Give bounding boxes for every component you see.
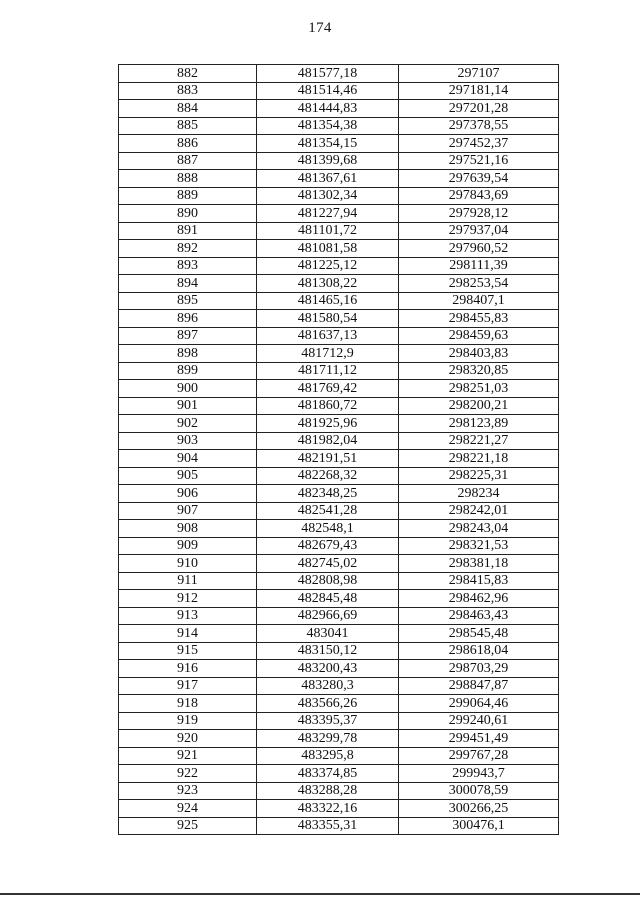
table-row <box>119 590 559 608</box>
table-row <box>119 572 559 590</box>
y-coordinate-cell: 298221,18 <box>399 450 559 468</box>
y-coordinate-cell: 298403,83 <box>399 345 559 363</box>
point-number-cell: 894 <box>119 275 257 293</box>
x-coordinate-cell: 481465,16 <box>257 292 399 310</box>
table-row <box>119 117 559 135</box>
x-coordinate-cell: 481354,15 <box>257 135 399 153</box>
table-row <box>119 310 559 328</box>
x-coordinate-cell: 482541,28 <box>257 502 399 520</box>
y-coordinate-cell: 297937,04 <box>399 222 559 240</box>
table-row <box>119 520 559 538</box>
point-number-cell: 914 <box>119 625 257 643</box>
point-number-cell: 890 <box>119 205 257 223</box>
table-row <box>119 765 559 783</box>
x-coordinate-cell: 481514,46 <box>257 82 399 100</box>
point-number-cell: 902 <box>119 415 257 433</box>
point-number-cell: 908 <box>119 520 257 538</box>
x-coordinate-cell: 483322,16 <box>257 800 399 818</box>
y-coordinate-cell: 298251,03 <box>399 380 559 398</box>
x-coordinate-cell: 481444,83 <box>257 100 399 118</box>
table-row <box>119 695 559 713</box>
point-number-cell: 913 <box>119 607 257 625</box>
table-row <box>119 537 559 555</box>
x-coordinate-cell: 481399,68 <box>257 152 399 170</box>
table-row <box>119 730 559 748</box>
x-coordinate-cell: 483299,78 <box>257 730 399 748</box>
table-row <box>119 187 559 205</box>
point-number-cell: 919 <box>119 712 257 730</box>
x-coordinate-cell: 482745,02 <box>257 555 399 573</box>
table-row <box>119 240 559 258</box>
x-coordinate-cell: 481227,94 <box>257 205 399 223</box>
y-coordinate-cell: 297521,16 <box>399 152 559 170</box>
table-row <box>119 170 559 188</box>
x-coordinate-cell: 483041 <box>257 625 399 643</box>
y-coordinate-cell: 298847,87 <box>399 677 559 695</box>
y-coordinate-cell: 298221,27 <box>399 432 559 450</box>
x-coordinate-cell: 483295,8 <box>257 747 399 765</box>
coordinates-table <box>118 64 559 835</box>
table-row <box>119 432 559 450</box>
x-coordinate-cell: 481302,34 <box>257 187 399 205</box>
table-row <box>119 555 559 573</box>
point-number-cell: 923 <box>119 782 257 800</box>
point-number-cell: 892 <box>119 240 257 258</box>
table-row <box>119 642 559 660</box>
table-row <box>119 397 559 415</box>
x-coordinate-cell: 483374,85 <box>257 765 399 783</box>
x-coordinate-cell: 482845,48 <box>257 590 399 608</box>
y-coordinate-cell: 298321,53 <box>399 537 559 555</box>
x-coordinate-cell: 481308,22 <box>257 275 399 293</box>
table-row <box>119 275 559 293</box>
table-row <box>119 607 559 625</box>
table-row <box>119 135 559 153</box>
point-number-cell: 885 <box>119 117 257 135</box>
y-coordinate-cell: 298253,54 <box>399 275 559 293</box>
point-number-cell: 911 <box>119 572 257 590</box>
x-coordinate-cell: 483355,31 <box>257 817 399 835</box>
y-coordinate-cell: 299064,46 <box>399 695 559 713</box>
point-number-cell: 883 <box>119 82 257 100</box>
y-coordinate-cell: 298320,85 <box>399 362 559 380</box>
point-number-cell: 925 <box>119 817 257 835</box>
y-coordinate-cell: 297843,69 <box>399 187 559 205</box>
x-coordinate-cell: 481982,04 <box>257 432 399 450</box>
point-number-cell: 891 <box>119 222 257 240</box>
table-row <box>119 345 559 363</box>
y-coordinate-cell: 299240,61 <box>399 712 559 730</box>
point-number-cell: 922 <box>119 765 257 783</box>
point-number-cell: 905 <box>119 467 257 485</box>
y-coordinate-cell: 297181,14 <box>399 82 559 100</box>
x-coordinate-cell: 481081,58 <box>257 240 399 258</box>
point-number-cell: 904 <box>119 450 257 468</box>
coordinates-table-body <box>119 65 559 835</box>
point-number-cell: 910 <box>119 555 257 573</box>
y-coordinate-cell: 298111,39 <box>399 257 559 275</box>
table-row <box>119 380 559 398</box>
table-row <box>119 502 559 520</box>
table-row <box>119 467 559 485</box>
point-number-cell: 898 <box>119 345 257 363</box>
y-coordinate-cell: 298618,04 <box>399 642 559 660</box>
x-coordinate-cell: 481577,18 <box>257 65 399 83</box>
table-row <box>119 782 559 800</box>
table-row <box>119 327 559 345</box>
x-coordinate-cell: 483395,37 <box>257 712 399 730</box>
y-coordinate-cell: 298703,29 <box>399 660 559 678</box>
table-row <box>119 100 559 118</box>
point-number-cell: 915 <box>119 642 257 660</box>
y-coordinate-cell: 298381,18 <box>399 555 559 573</box>
table-row <box>119 292 559 310</box>
x-coordinate-cell: 482966,69 <box>257 607 399 625</box>
x-coordinate-cell: 481367,61 <box>257 170 399 188</box>
x-coordinate-cell: 483200,43 <box>257 660 399 678</box>
point-number-cell: 886 <box>119 135 257 153</box>
point-number-cell: 889 <box>119 187 257 205</box>
x-coordinate-cell: 481580,54 <box>257 310 399 328</box>
point-number-cell: 895 <box>119 292 257 310</box>
y-coordinate-cell: 298545,48 <box>399 625 559 643</box>
y-coordinate-cell: 298462,96 <box>399 590 559 608</box>
y-coordinate-cell: 297928,12 <box>399 205 559 223</box>
page-number: 174 <box>308 20 332 36</box>
table-row <box>119 677 559 695</box>
y-coordinate-cell: 300078,59 <box>399 782 559 800</box>
point-number-cell: 924 <box>119 800 257 818</box>
y-coordinate-cell: 298225,31 <box>399 467 559 485</box>
y-coordinate-cell: 298242,01 <box>399 502 559 520</box>
point-number-cell: 888 <box>119 170 257 188</box>
y-coordinate-cell: 297452,37 <box>399 135 559 153</box>
point-number-cell: 896 <box>119 310 257 328</box>
table-row <box>119 450 559 468</box>
x-coordinate-cell: 481860,72 <box>257 397 399 415</box>
point-number-cell: 897 <box>119 327 257 345</box>
table-row <box>119 485 559 503</box>
x-coordinate-cell: 482679,43 <box>257 537 399 555</box>
x-coordinate-cell: 481101,72 <box>257 222 399 240</box>
y-coordinate-cell: 297201,28 <box>399 100 559 118</box>
x-coordinate-cell: 483288,28 <box>257 782 399 800</box>
point-number-cell: 918 <box>119 695 257 713</box>
y-coordinate-cell: 299451,49 <box>399 730 559 748</box>
y-coordinate-cell: 298123,89 <box>399 415 559 433</box>
table-row <box>119 817 559 835</box>
table-row <box>119 625 559 643</box>
x-coordinate-cell: 481712,9 <box>257 345 399 363</box>
table-row <box>119 747 559 765</box>
point-number-cell: 917 <box>119 677 257 695</box>
page-bottom-rule <box>0 893 640 895</box>
table-row <box>119 152 559 170</box>
point-number-cell: 887 <box>119 152 257 170</box>
point-number-cell: 884 <box>119 100 257 118</box>
x-coordinate-cell: 481769,42 <box>257 380 399 398</box>
y-coordinate-cell: 298415,83 <box>399 572 559 590</box>
table-row <box>119 257 559 275</box>
point-number-cell: 903 <box>119 432 257 450</box>
y-coordinate-cell: 298463,43 <box>399 607 559 625</box>
y-coordinate-cell: 298234 <box>399 485 559 503</box>
table-row <box>119 800 559 818</box>
y-coordinate-cell: 298200,21 <box>399 397 559 415</box>
table-row <box>119 205 559 223</box>
point-number-cell: 907 <box>119 502 257 520</box>
y-coordinate-cell: 300266,25 <box>399 800 559 818</box>
y-coordinate-cell: 298407,1 <box>399 292 559 310</box>
y-coordinate-cell: 299767,28 <box>399 747 559 765</box>
y-coordinate-cell: 298243,04 <box>399 520 559 538</box>
point-number-cell: 906 <box>119 485 257 503</box>
x-coordinate-cell: 483566,26 <box>257 695 399 713</box>
table-row <box>119 660 559 678</box>
point-number-cell: 882 <box>119 65 257 83</box>
table-row <box>119 362 559 380</box>
point-number-cell: 920 <box>119 730 257 748</box>
y-coordinate-cell: 300476,1 <box>399 817 559 835</box>
point-number-cell: 900 <box>119 380 257 398</box>
x-coordinate-cell: 482191,51 <box>257 450 399 468</box>
point-number-cell: 916 <box>119 660 257 678</box>
y-coordinate-cell: 299943,7 <box>399 765 559 783</box>
point-number-cell: 909 <box>119 537 257 555</box>
y-coordinate-cell: 297378,55 <box>399 117 559 135</box>
table-row <box>119 222 559 240</box>
point-number-cell: 912 <box>119 590 257 608</box>
x-coordinate-cell: 482268,32 <box>257 467 399 485</box>
x-coordinate-cell: 481925,96 <box>257 415 399 433</box>
y-coordinate-cell: 297960,52 <box>399 240 559 258</box>
x-coordinate-cell: 482808,98 <box>257 572 399 590</box>
x-coordinate-cell: 482348,25 <box>257 485 399 503</box>
x-coordinate-cell: 481637,13 <box>257 327 399 345</box>
y-coordinate-cell: 297639,54 <box>399 170 559 188</box>
x-coordinate-cell: 481354,38 <box>257 117 399 135</box>
table-row <box>119 415 559 433</box>
x-coordinate-cell: 481711,12 <box>257 362 399 380</box>
y-coordinate-cell: 298455,83 <box>399 310 559 328</box>
table-row <box>119 82 559 100</box>
table-row <box>119 712 559 730</box>
table-row <box>119 65 559 83</box>
x-coordinate-cell: 483280,3 <box>257 677 399 695</box>
y-coordinate-cell: 298459,63 <box>399 327 559 345</box>
x-coordinate-cell: 481225,12 <box>257 257 399 275</box>
point-number-cell: 899 <box>119 362 257 380</box>
x-coordinate-cell: 482548,1 <box>257 520 399 538</box>
point-number-cell: 921 <box>119 747 257 765</box>
point-number-cell: 893 <box>119 257 257 275</box>
point-number-cell: 901 <box>119 397 257 415</box>
y-coordinate-cell: 297107 <box>399 65 559 83</box>
x-coordinate-cell: 483150,12 <box>257 642 399 660</box>
